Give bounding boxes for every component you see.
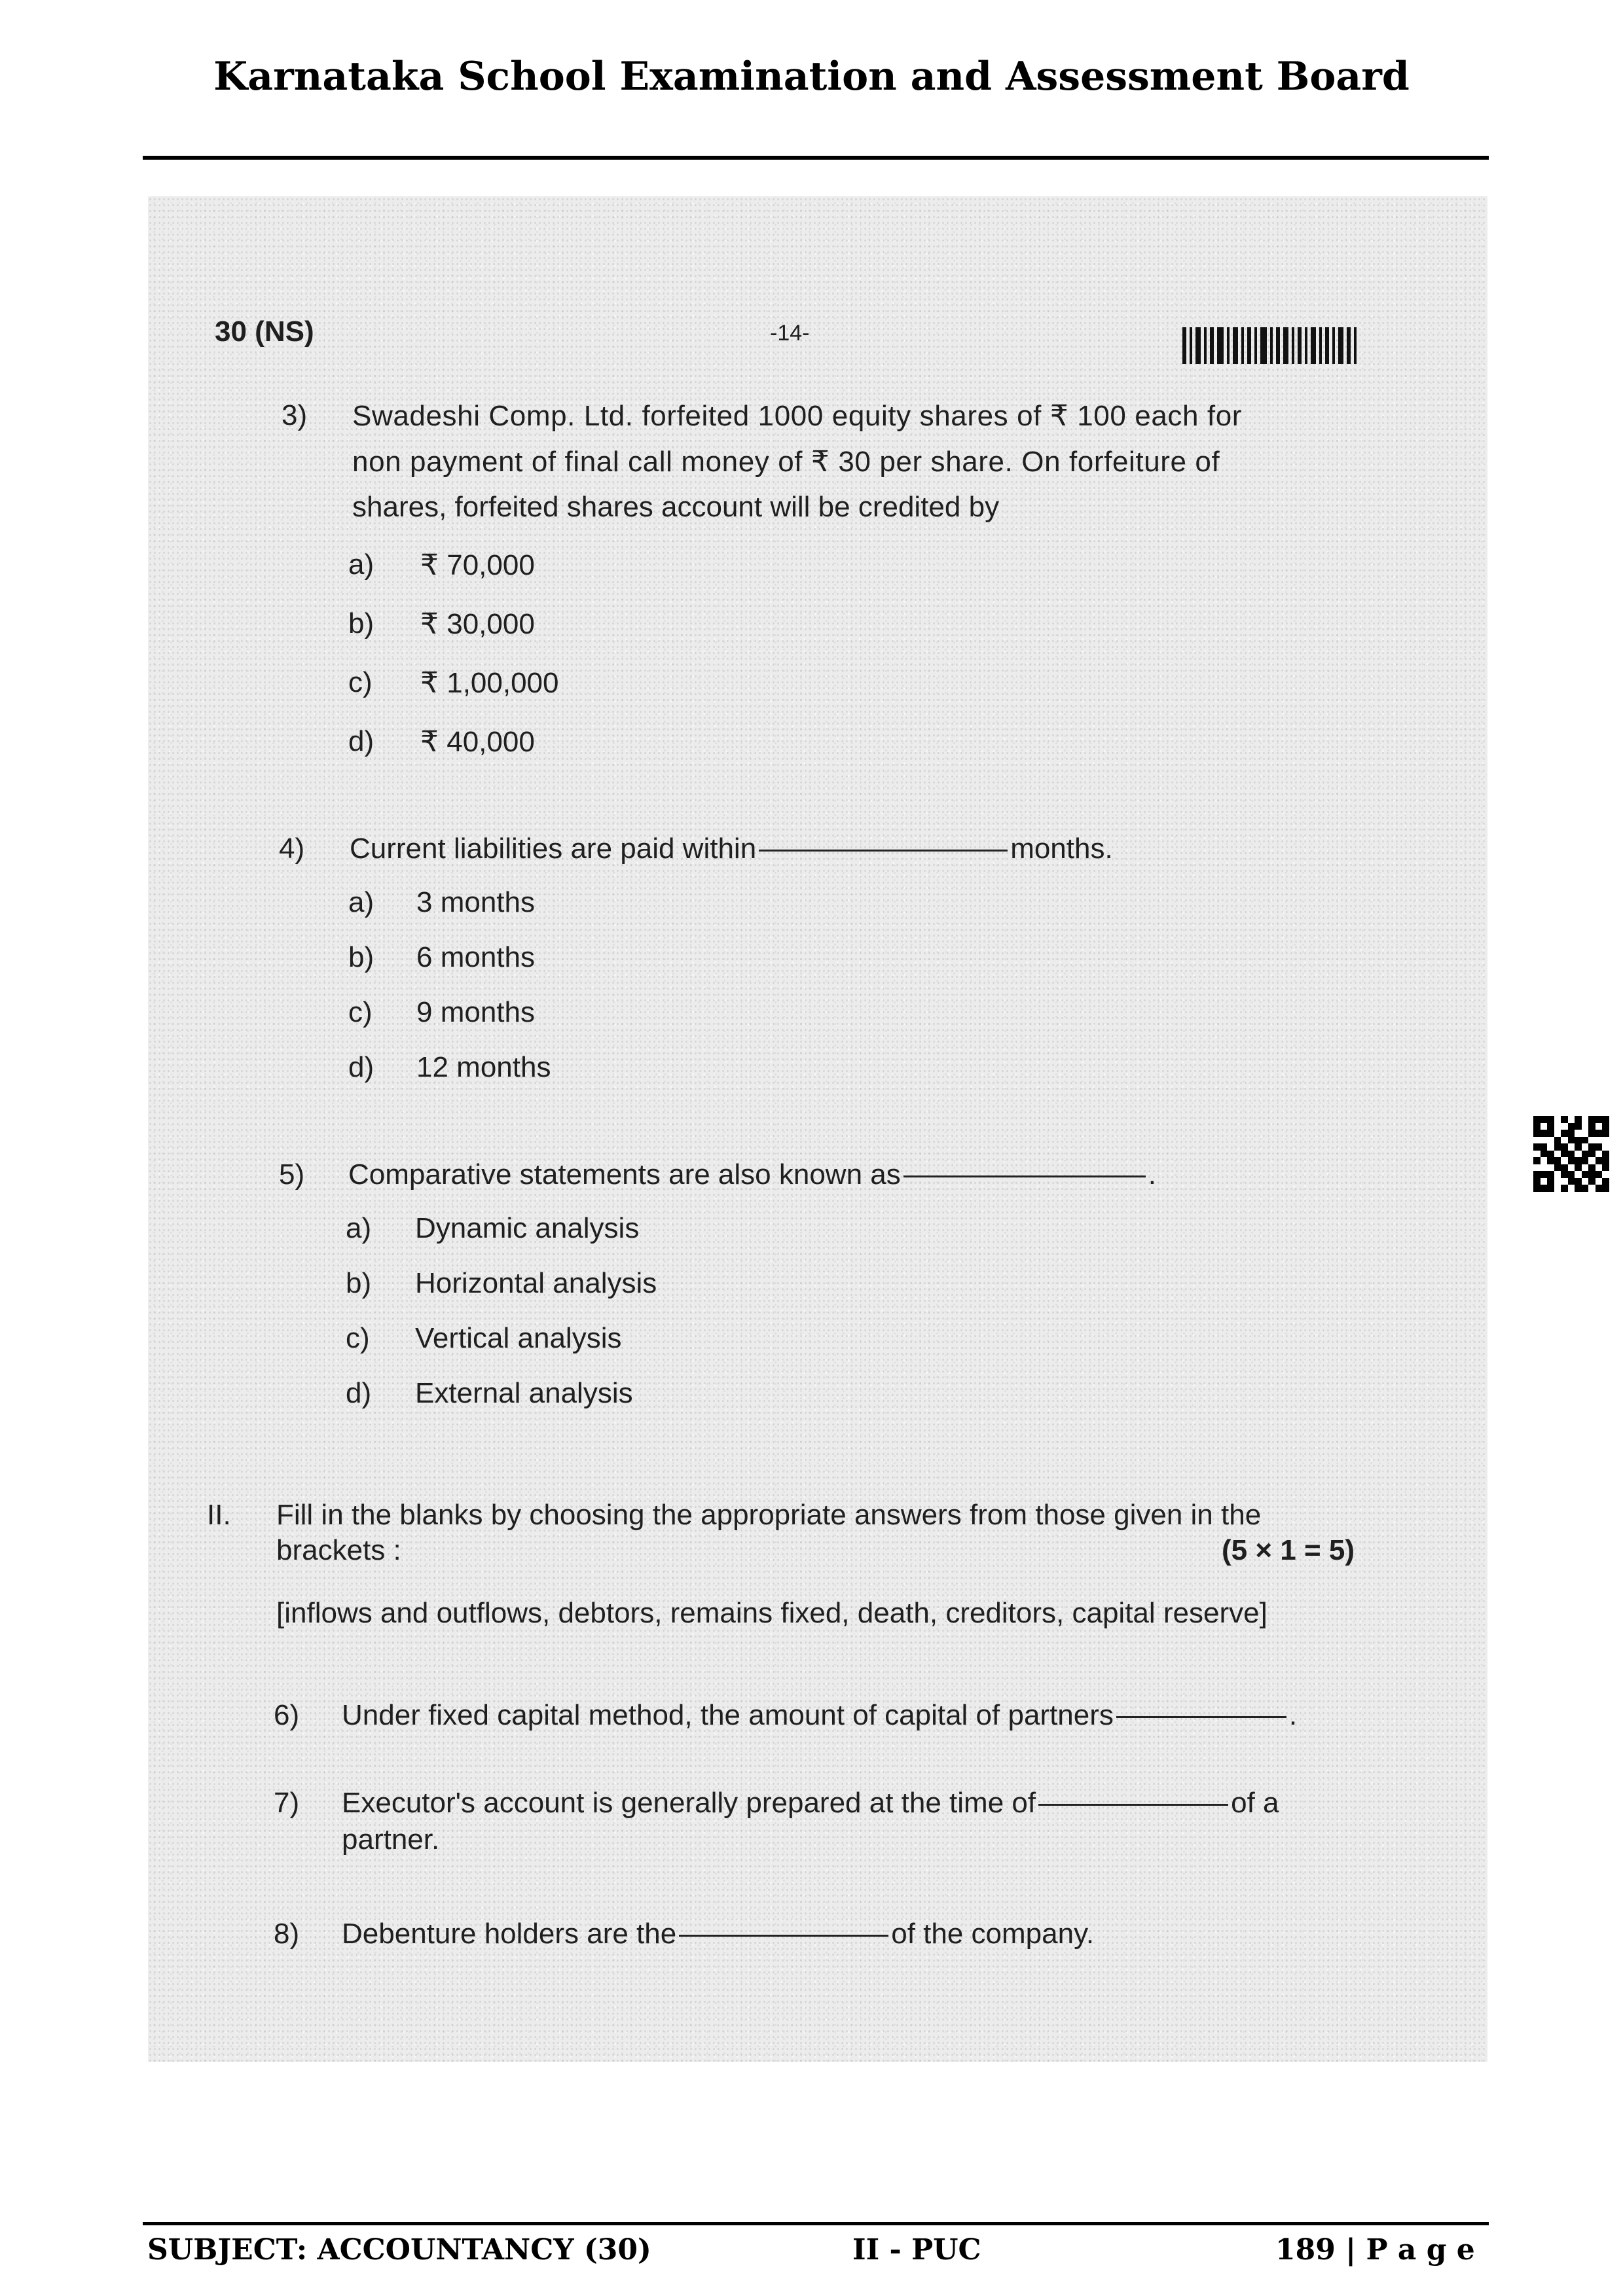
q5-option-b-label: b): [346, 1267, 372, 1299]
q5-option-b-text: Horizontal analysis: [415, 1267, 657, 1299]
q3-option-b-text: ₹ 30,000: [420, 608, 535, 640]
q5-option-d-label: d): [346, 1377, 372, 1409]
paper-code: 30 (NS): [215, 315, 314, 348]
q4-option-c-text: 9 months: [416, 996, 535, 1028]
q7-number: 7): [274, 1787, 300, 1819]
section-2-instruction-line-2: brackets :: [276, 1534, 401, 1566]
q5-option-a-text: Dynamic analysis: [415, 1212, 640, 1244]
q7-blank: [1038, 1804, 1228, 1806]
q5-number: 5): [279, 1158, 305, 1191]
q4-option-d-label: d): [348, 1051, 374, 1083]
q4-blank: [759, 850, 1008, 852]
footer-subject: SUBJECT: ACCOUNTANCY (30): [147, 2233, 651, 2267]
q4-number: 4): [279, 833, 305, 865]
q3-option-c-label: c): [348, 666, 373, 698]
q7-text-after: of a: [1231, 1787, 1279, 1819]
q3-line-1: Swadeshi Comp. Ltd. forfeited 1000 equity shares of ₹ 100 each for: [352, 400, 1243, 432]
q6-question: [342, 1699, 1297, 1732]
footer-page-number: 189 | P a g e: [1275, 2233, 1475, 2267]
q6-end: .: [1288, 1699, 1298, 1731]
q6-text: Under fixed capital method, the amount of capital of partners: [342, 1699, 1114, 1731]
q7-question: [342, 1787, 1279, 1820]
q5-end: .: [1148, 1158, 1156, 1191]
q4-option-c-label: c): [348, 996, 373, 1028]
footer-class: II - PUC: [852, 2233, 981, 2267]
q5-text: Comparative statements are also known as: [348, 1158, 901, 1191]
qr-code: [1533, 1116, 1609, 1192]
q3-option-a-text: ₹ 70,000: [420, 549, 535, 581]
scanned-question-page: [148, 196, 1487, 2062]
section-2-word-bank: [inflows and outflows, debtors, remains fixed, death, creditors, capital reserve]: [276, 1597, 1267, 1629]
q4-option-b-label: b): [348, 941, 374, 973]
section-2-numeral: II.: [207, 1499, 231, 1531]
q3-option-a-label: a): [348, 548, 374, 581]
q4-question: [350, 833, 1113, 865]
q5-question: [348, 1158, 1156, 1191]
board-title: Karnataka School Examination and Assessment Board: [213, 54, 1410, 99]
q4-text-after: months.: [1010, 833, 1113, 865]
q5-option-c-text: Vertical analysis: [415, 1322, 622, 1354]
q6-number: 6): [274, 1699, 300, 1731]
q7-line-2: partner.: [342, 1823, 440, 1856]
section-2-marks: (5 × 1 = 5): [1222, 1534, 1355, 1566]
page-marker: -14-: [770, 321, 810, 346]
q4-option-b-text: 6 months: [416, 941, 535, 973]
q3-line-3: shares, forfeited shares account will be credited by: [352, 491, 1000, 523]
q3-option-c-text: ₹ 1,00,000: [420, 667, 559, 699]
q4-text-before: Current liabilities are paid within: [350, 833, 757, 865]
header-divider: [143, 156, 1489, 160]
q3-line-2: non payment of final call money of ₹ 30 per share. On forfeiture of: [352, 446, 1220, 478]
q3-option-d-label: d): [348, 725, 374, 757]
q4-option-a-text: 3 months: [416, 886, 535, 918]
q5-option-c-label: c): [346, 1322, 370, 1354]
q3-number: 3): [282, 399, 308, 431]
q8-question: [342, 1918, 1094, 1950]
q5-blank: [903, 1175, 1146, 1177]
q5-option-a-label: a): [346, 1212, 372, 1244]
q7-text-before: Executor's account is generally prepared at the time of: [342, 1787, 1036, 1819]
q4-option-d-text: 12 months: [416, 1051, 551, 1083]
q4-option-a-label: a): [348, 886, 374, 918]
q8-text-before: Debenture holders are the: [342, 1918, 677, 1950]
barcode: [1182, 327, 1357, 364]
q6-blank: [1116, 1716, 1286, 1718]
q3-option-d-text: ₹ 40,000: [420, 726, 535, 758]
q8-blank: [679, 1935, 888, 1937]
section-2-instruction-line-1: Fill in the blanks by choosing the appropriate answers from those given in the: [276, 1499, 1262, 1531]
footer-divider: [143, 2222, 1489, 2225]
q3-option-b-label: b): [348, 607, 374, 639]
q8-text-after: of the company.: [891, 1918, 1095, 1950]
q5-option-d-text: External analysis: [415, 1377, 633, 1409]
q8-number: 8): [274, 1918, 300, 1950]
